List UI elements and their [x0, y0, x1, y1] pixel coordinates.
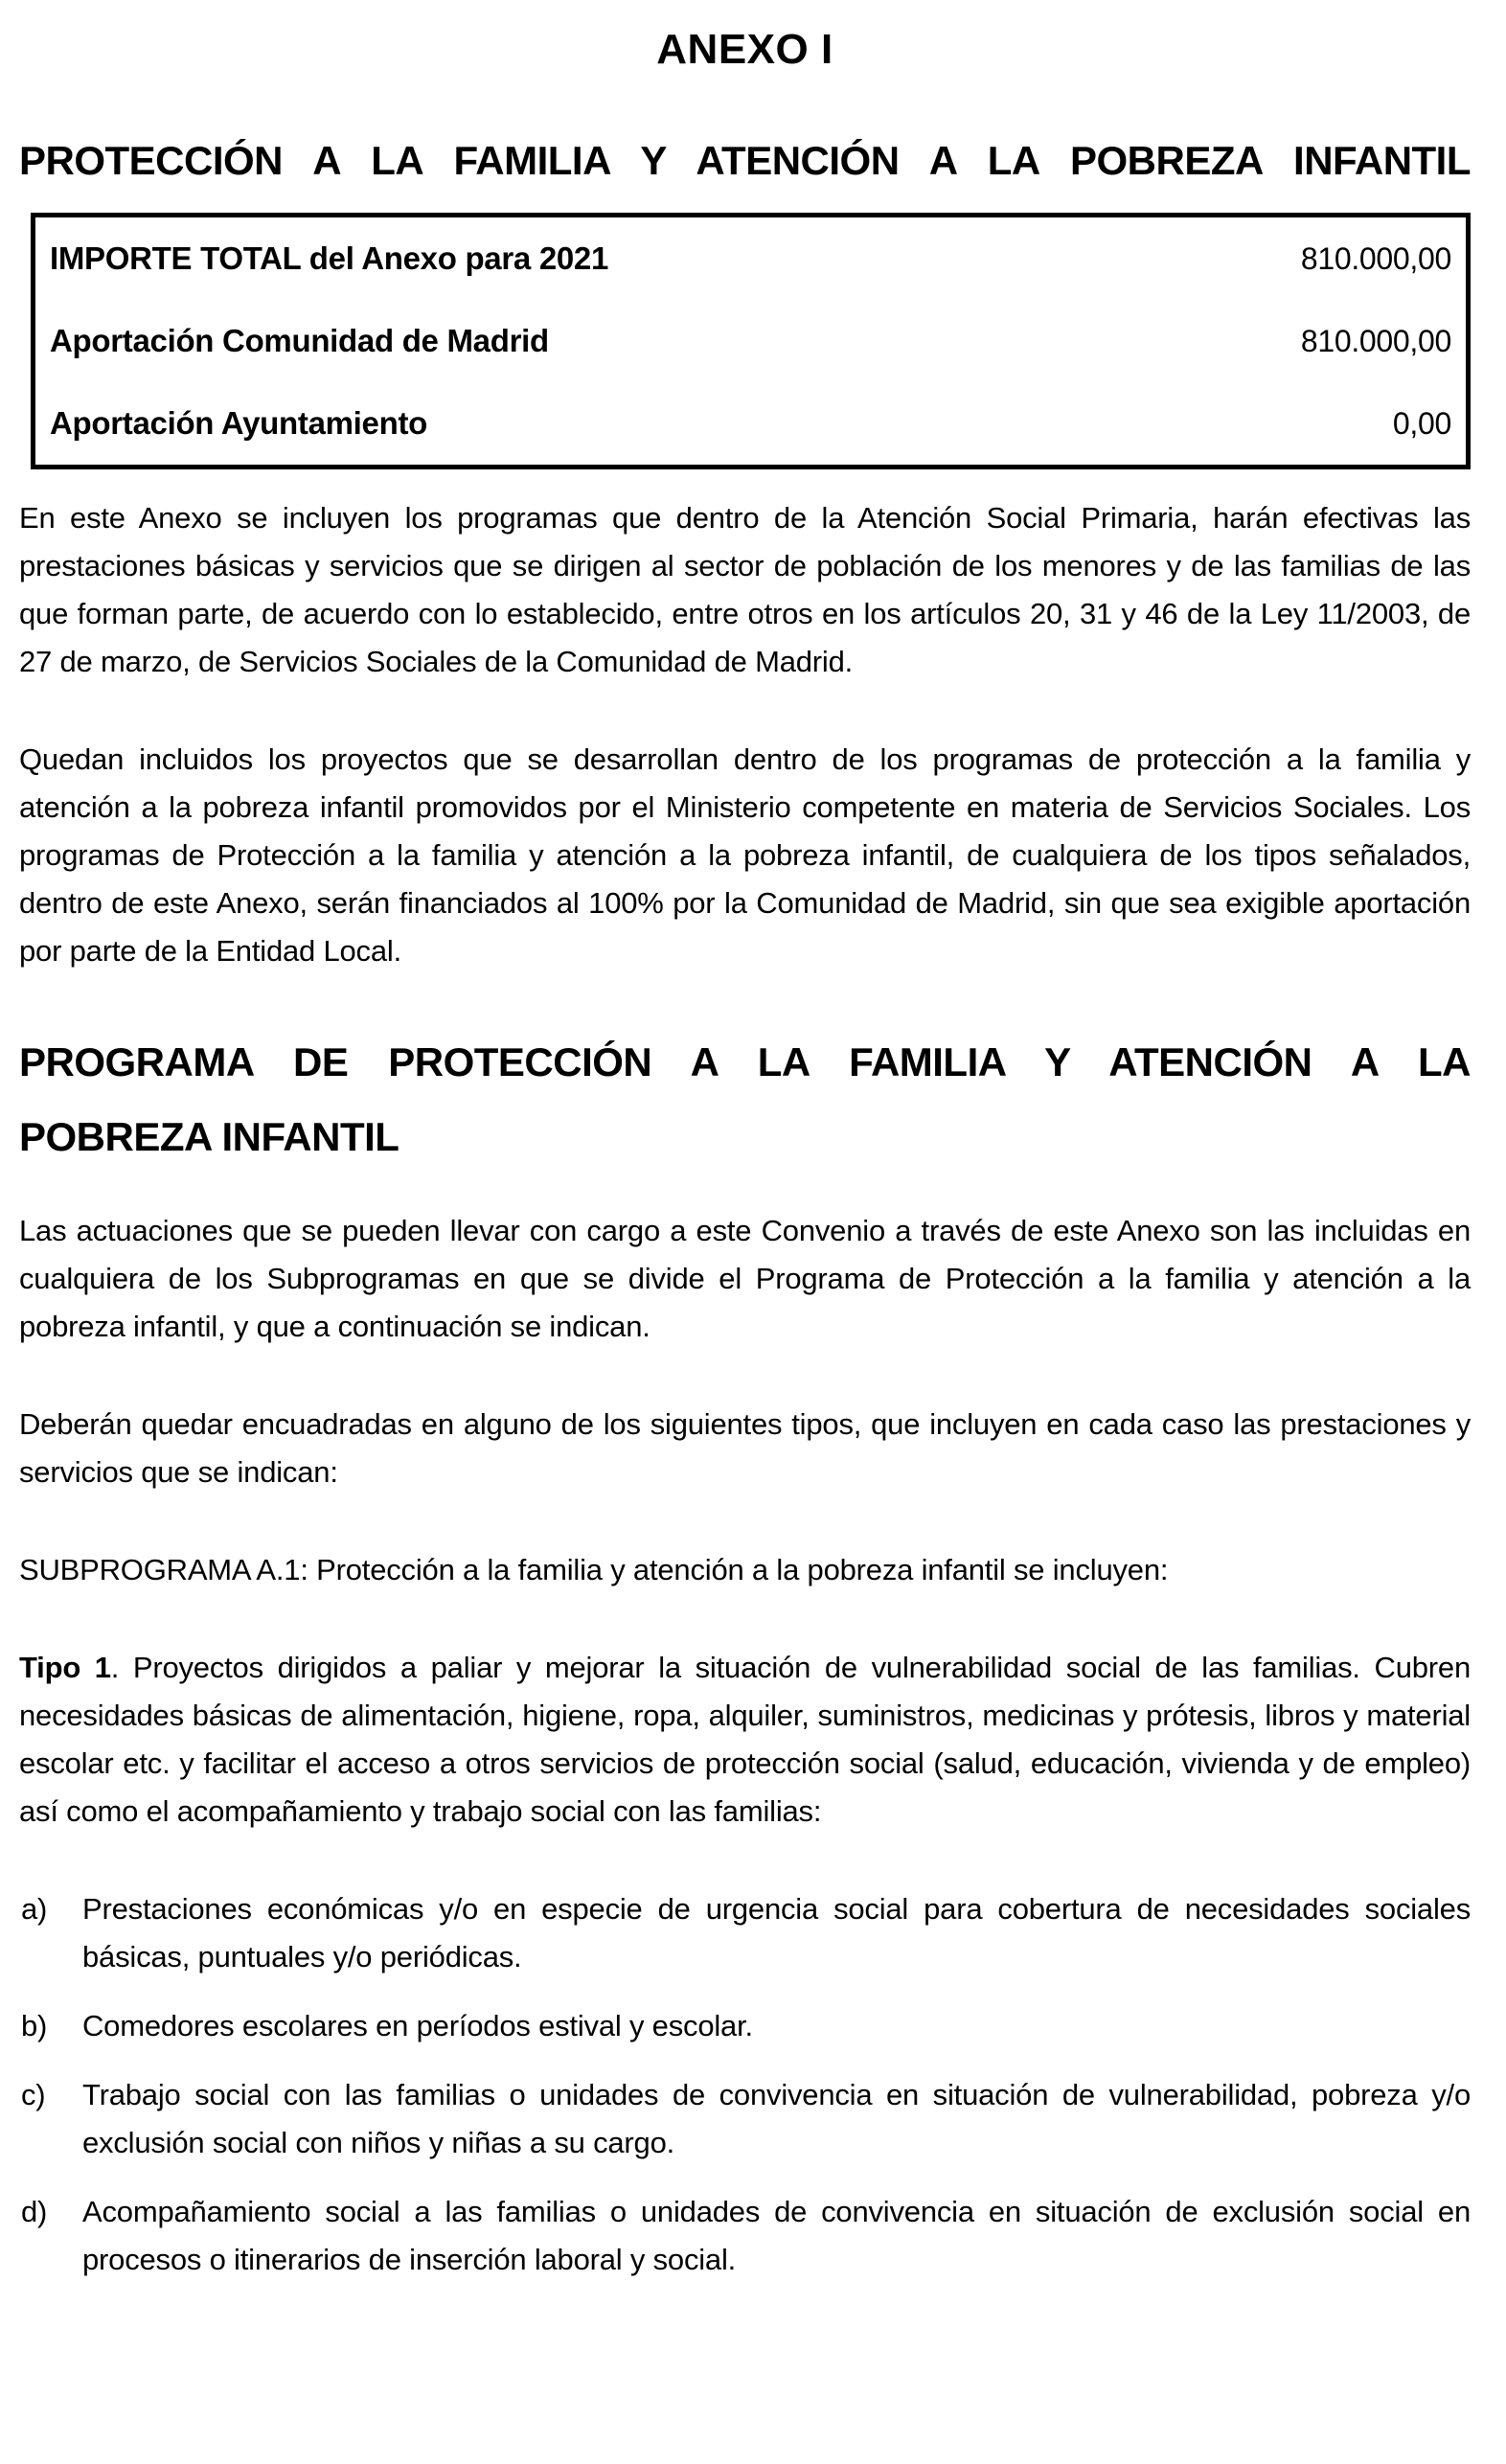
program-heading-line-1: PROGRAMA DE PROTECCIÓN A LA FAMILIA Y ATENCIÓN A LA [19, 1039, 1471, 1084]
list-item-text: Comedores escolares en períodos estival y escolar. [82, 2009, 753, 2042]
list-item-text: Acompañamiento social a las familias o unidades de convivencia en situación de exclusión social en procesos o itinerarios de inserción laboral y social. [82, 2195, 1471, 2276]
row-label: Aportación Comunidad de Madrid [50, 323, 549, 358]
services-list [19, 1885, 1471, 2284]
list-item-marker: a) [21, 1892, 48, 1926]
list-item-marker: d) [21, 2195, 48, 2228]
table-row [35, 217, 1466, 300]
paragraph-program-intro: Las actuaciones que se pueden llevar con cargo a este Convenio a través de este Anexo son las incluidas en cualquiera de los Subprogramas en que se divide el Programa de Protección a la familia y atención a la pobreza infantil, y que a continuación se indican. [19, 1214, 1471, 1343]
list-item [19, 2071, 1471, 2167]
row-value: 0,00 [1392, 406, 1451, 441]
list-item-marker: c) [21, 2078, 46, 2111]
paragraph-tipo-1 [19, 1644, 1471, 1836]
program-section-heading [19, 1025, 1471, 1175]
paragraph-subprograma: SUBPROGRAMA A.1: Protección a la familia y atención a la pobreza infantil se incluyen: [19, 1553, 1169, 1586]
list-item-text: Prestaciones económicas y/o en especie de urgencia social para cobertura de necesidades sociales básicas, puntuales y/o periódicas. [82, 1892, 1471, 1973]
table-row [35, 382, 1466, 465]
tipo-1-text: . Proyectos dirigidos a paliar y mejorar la situación de vulnerabilidad social de las familias. Cubren necesidades básicas de alimentación, higiene, ropa, alquiler, suministros, medicinas y prótesis, libros y material escolar etc. y facilitar el acceso a otros servicios de protección social (salud, educación, vivienda y de empleo) así como el acompañamiento y trabajo social con las familias: [19, 1651, 1471, 1828]
budget-summary-table [31, 213, 1471, 469]
row-label: Aportación Ayuntamiento [50, 405, 427, 441]
list-item-marker: b) [21, 2009, 48, 2042]
table-row [35, 300, 1466, 382]
paragraph-intro-1: En este Anexo se incluyen los programas que dentro de la Atención Social Primaria, harán efectivas las prestaciones básicas y servicios que se dirigen al sector de población de los menores y de las familias de las que forman parte, de acuerdo con lo establecido, entre otros en los artículos 20, 31 y 46 de la Ley 11/2003, de 27 de marzo, de Servicios Sociales de la Comunidad de Madrid. [19, 501, 1471, 678]
row-value: 810.000,00 [1300, 241, 1451, 276]
program-heading-line-2: POBREZA INFANTIL [19, 1114, 399, 1159]
paragraph-intro-2: Quedan incluidos los proyectos que se desarrollan dentro de los programas de protección a la familia y atención a la pobreza infantil promovidos por el Ministerio competente en materia de Servicios Sociales. Los programas de Protección a la familia y atención a la pobreza infantil, de cualquiera de los tipos señalados, dentro de este Anexo, serán financiados al 100% por la Comunidad de Madrid, sin que sea exigible aportación por parte de la Entidad Local. [19, 742, 1471, 968]
row-label: IMPORTE TOTAL del Anexo para 2021 [50, 240, 609, 276]
annex-title: ANEXO I [656, 26, 833, 73]
paragraph-types-intro: Deberán quedar encuadradas en alguno de los siguientes tipos, que incluyen en cada caso las prestaciones y servicios que se indican: [19, 1407, 1471, 1489]
list-item [19, 2002, 1471, 2050]
list-item [19, 2188, 1471, 2284]
list-item-text: Trabajo social con las familias o unidades de convivencia en situación de vulnerabilidad, pobreza y/o exclusión social con niños y niñas a su cargo. [82, 2078, 1471, 2159]
tipo-1-label: Tipo 1 [19, 1651, 111, 1684]
document-heading: PROTECCIÓN A LA FAMILIA Y ATENCIÓN A LA POBREZA INFANTIL [19, 138, 1471, 183]
row-value: 810.000,00 [1300, 324, 1451, 358]
list-item [19, 1885, 1471, 1981]
